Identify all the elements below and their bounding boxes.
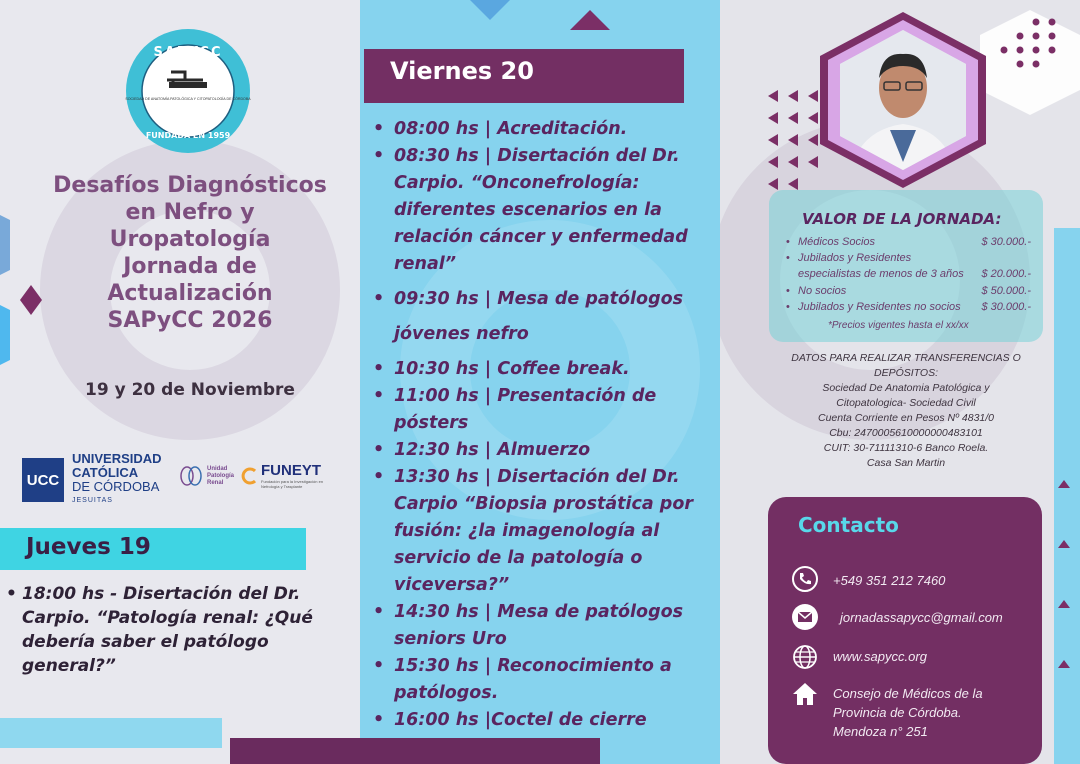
- ucc-line: DE CÓRDOBA: [72, 479, 160, 494]
- address-line: Provincia de Córdoba.: [833, 705, 962, 720]
- price-row-value: $ 50.000.-: [981, 285, 1031, 297]
- schedule-item: • 14:30 hs | Mesa de patólogos seniors Uro: [370, 599, 706, 653]
- schedule-item: • 10:30 hs | Coffee break.: [370, 356, 706, 383]
- price-row-name: • Médicos Socios: [786, 236, 875, 248]
- funeyt-logo: [240, 462, 341, 489]
- event-title-line: Uropatología: [109, 227, 271, 252]
- jueves-schedule: [6, 582, 326, 678]
- event-title-line: en Nefro y: [125, 200, 255, 225]
- price-row-name: • Jubilados y Residentes: [786, 252, 911, 264]
- transfer-line: CUIT: 30-71111310-6 Banco Roela.: [823, 442, 989, 454]
- jueves-heading: Jueves 19: [26, 534, 151, 560]
- contact-address: [833, 684, 983, 741]
- funeyt-name: FUNEYT: [261, 462, 321, 479]
- event-title-line: Actualización: [107, 281, 273, 306]
- bottom-purple-band: [230, 738, 600, 764]
- email-icon: [791, 603, 819, 631]
- ucc-line: CATÓLICA: [72, 465, 139, 480]
- diamond-decoration: [20, 285, 42, 315]
- price-row: [786, 285, 1031, 297]
- transfer-line: Sociedad De Anatomia Patológica y: [822, 382, 990, 394]
- triangles-decoration: [768, 90, 828, 190]
- funeyt-subtitle: Fundación para la Investigación en Nefrología y Trasplante: [261, 479, 324, 489]
- unidad-logo-text: [207, 466, 234, 487]
- phone-icon: [791, 565, 819, 593]
- transfer-line: Cbu: 2470005610000000483101: [829, 427, 983, 439]
- bottom-cyan-band: [0, 718, 222, 748]
- ucc-line: UNIVERSIDAD: [72, 451, 162, 466]
- sapycc-logo: [125, 28, 251, 154]
- viernes-heading: Viernes 20: [390, 57, 534, 85]
- schedule-item: • 09:30 hs | Mesa de patólogos: [370, 286, 706, 313]
- contact-website[interactable]: www.sapycc.org: [833, 649, 927, 664]
- unidad-patologia-renal-logo: [178, 463, 234, 489]
- schedule-item: • 08:30 hs | Disertación del Dr. Carpio. “Onconefrología: diferentes escenarios en la relación cáncer y enfermedad renal”: [370, 143, 706, 278]
- address-line: Consejo de Médicos de la: [833, 686, 983, 701]
- globe-icon: [791, 643, 819, 671]
- price-row-value: $ 20.000.-: [981, 268, 1031, 280]
- top-triangle-decoration: [450, 0, 670, 40]
- schedule-item: • 11:00 hs | Presentación de pósters: [370, 383, 706, 437]
- ucc-logo-text: [72, 452, 162, 508]
- price-row: [786, 301, 1031, 313]
- price-row: [786, 236, 1031, 248]
- ucc-logo: [22, 452, 162, 508]
- event-title-line: Jornada de: [123, 254, 257, 279]
- price-row-name: especialistas de menos de 3 años: [798, 268, 964, 280]
- unidad-line: Unidad: [207, 465, 228, 472]
- pricing-note: *Precios vigentes hasta el xx/xx: [828, 320, 969, 331]
- transfer-details: [770, 351, 1042, 471]
- schedule-item: • 13:30 hs | Disertación del Dr. Carpio “Biopsia prostática por fusión: ¿la imagenología al servicio de la patología o viceversa?”: [370, 464, 706, 599]
- logo-society-text: SOCIEDAD DE ANATOMÍA PATOLÓGICA Y CITOPATOLOGÍA DE CÓRDOBA: [125, 97, 251, 101]
- schedule-item: • 16:00 hs |Coctel de cierre: [370, 707, 706, 734]
- event-title-line: Desafíos Diagnósticos: [53, 173, 327, 198]
- schedule-item: • 12:30 hs | Almuerzo: [370, 437, 706, 464]
- viernes-schedule: [370, 116, 706, 734]
- contact-email[interactable]: jornadassapycc@gmail.com: [840, 610, 1003, 625]
- schedule-item: • 18:00 hs - Disertación del Dr. Carpio. “Patología renal: ¿Qué debería saber el patólogo general?”: [6, 582, 326, 678]
- kidney-icon: [178, 463, 204, 489]
- price-row: [786, 252, 1031, 264]
- unidad-line: Renal: [207, 479, 224, 486]
- schedule-item: • 08:00 hs | Acreditación.: [370, 116, 706, 143]
- contact-phone[interactable]: +549 351 212 7460: [833, 573, 946, 588]
- transfer-heading: DATOS PARA REALIZAR TRANSFERENCIAS O DEPÓSITOS:: [791, 352, 1021, 379]
- event-title: [40, 172, 340, 334]
- pricing-title: VALOR DE LA JORNADA:: [802, 210, 1002, 228]
- dots-decoration: [996, 18, 1066, 78]
- home-icon: [791, 680, 819, 708]
- edge-bar-decoration: [1054, 228, 1080, 764]
- schedule-item: • 15:30 hs | Reconocimiento a patólogos.: [370, 653, 706, 707]
- unidad-line: Patología: [207, 472, 235, 479]
- transfer-line: Casa San Martin: [866, 457, 946, 469]
- event-title-line: SAPyCC 2026: [107, 308, 273, 333]
- schedule-item-continued: jóvenes nefro: [394, 324, 529, 344]
- logo-founded-text: FUNDADA EN 1959: [145, 131, 231, 140]
- transfer-line: Citopatologica- Sociedad Civil: [836, 397, 976, 409]
- contact-title: Contacto: [798, 513, 899, 537]
- price-row-name: • No socios: [786, 285, 846, 297]
- logo-name-text: SAPYCC: [153, 45, 223, 60]
- price-row: [786, 268, 1031, 280]
- price-row-name: • Jubilados y Residentes no socios: [786, 301, 961, 313]
- transfer-line: Cuenta Corriente en Pesos Nº 4831/0: [817, 412, 995, 424]
- price-row-value: $ 30.000.-: [981, 236, 1031, 248]
- ucc-line: JESUITAS: [72, 497, 113, 504]
- price-row-value: $ 30.000.-: [981, 301, 1031, 313]
- address-line: Mendoza n° 251: [833, 724, 928, 739]
- speaker-photo: [820, 12, 986, 188]
- event-dates: 19 y 20 de Noviembre: [85, 380, 295, 400]
- ucc-logo-box: UCC: [22, 458, 64, 502]
- funeyt-mark-icon: [240, 467, 258, 485]
